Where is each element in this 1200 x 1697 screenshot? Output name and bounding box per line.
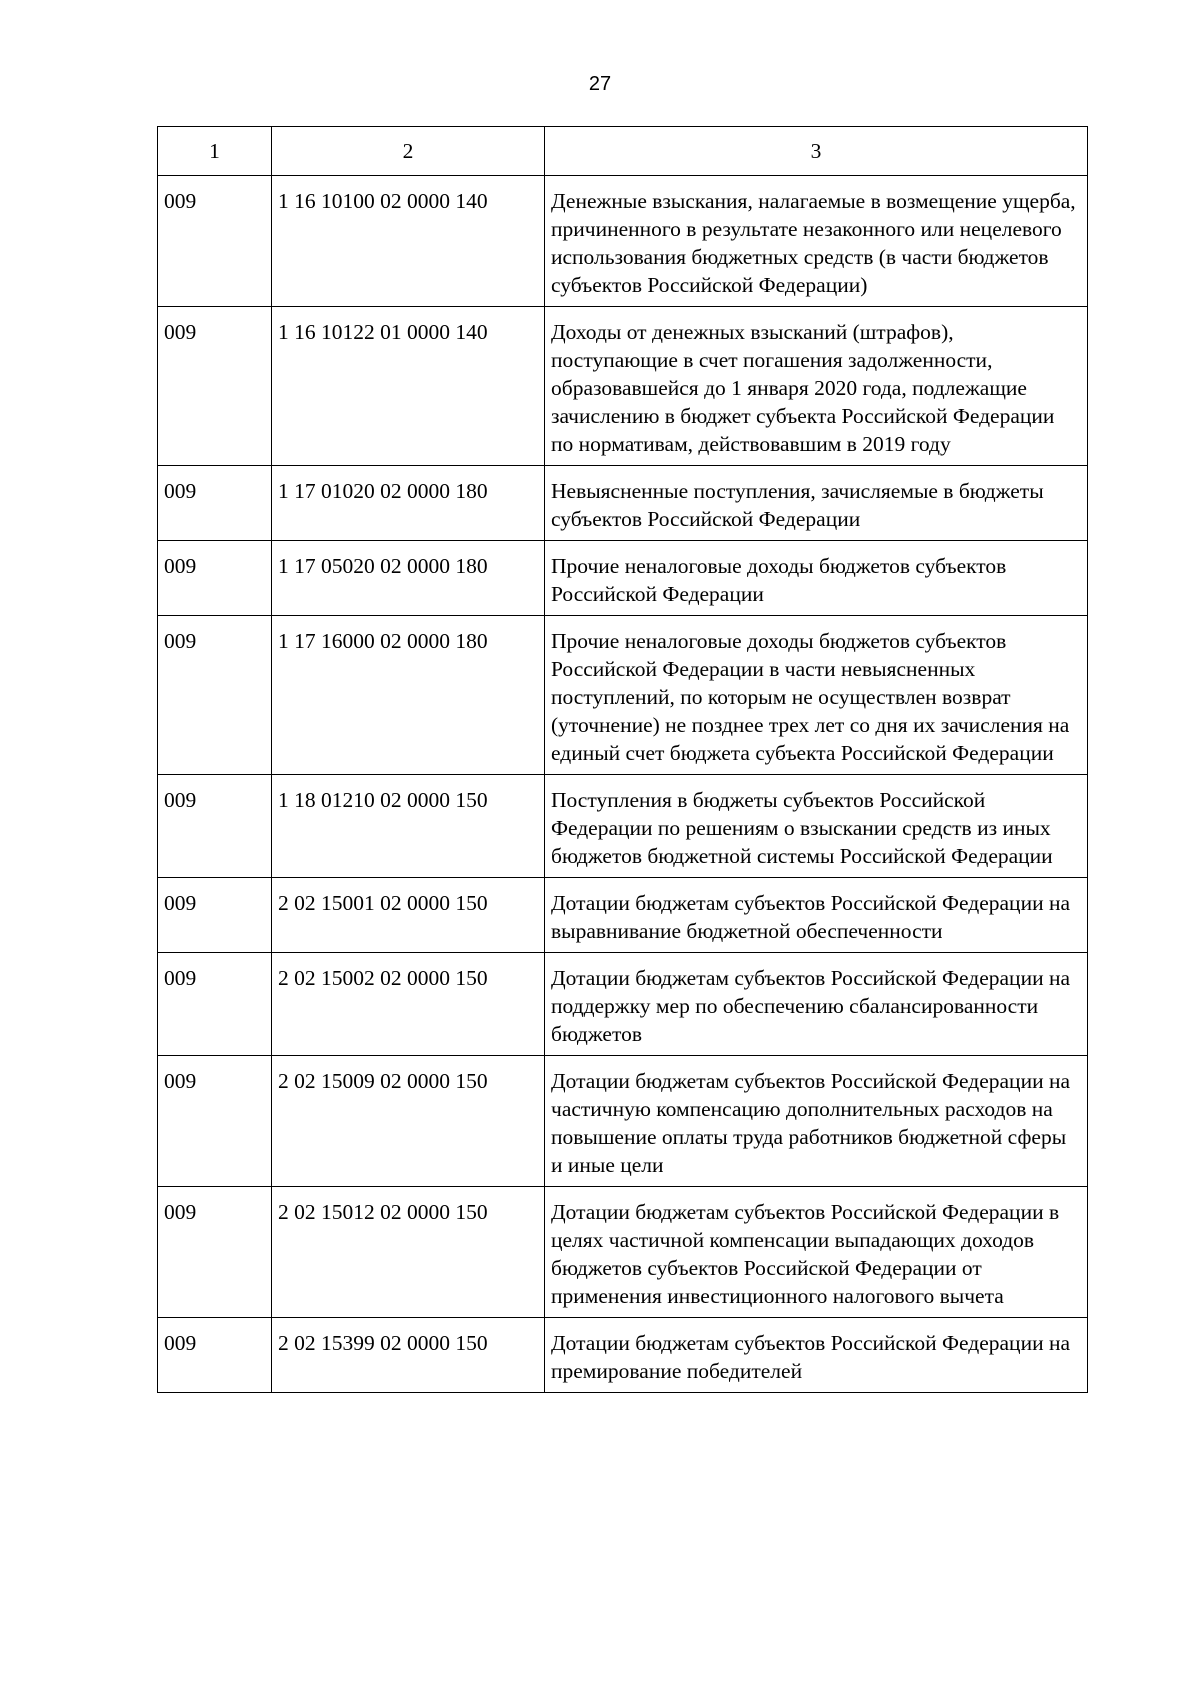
revenue-name-cell: Прочие неналоговые доходы бюджетов субъектов Российской Федерации в части невыясненных поступлений, по которым не осуществлен возврат (уточнение) не позднее трех лет со дня их зачисления на единый счет бюджета субъекта Российской Федерации bbox=[545, 616, 1088, 775]
table-row bbox=[158, 775, 1088, 878]
revenue-name-cell: Поступления в бюджеты субъектов Российской Федерации по решениям о взыскании средств из иных бюджетов бюджетной системы Российской Федерации bbox=[545, 775, 1088, 878]
table-row bbox=[158, 953, 1088, 1056]
admin-code-cell: 009 bbox=[158, 307, 272, 466]
admin-code-cell: 009 bbox=[158, 953, 272, 1056]
kbk-code-cell: 2 02 15012 02 0000 150 bbox=[272, 1187, 545, 1318]
table-row bbox=[158, 466, 1088, 541]
kbk-code-cell: 1 17 05020 02 0000 180 bbox=[272, 541, 545, 616]
kbk-code-cell: 1 16 10122 01 0000 140 bbox=[272, 307, 545, 466]
revenue-name-cell: Доходы от денежных взысканий (штрафов), поступающие в счет погашения задолженности, образовавшейся до 1 января 2020 года, подлежащие зачислению в бюджет субъекта Российской Федерации по нормативам, действовавшим в 2019 году bbox=[545, 307, 1088, 466]
header-col-3: 3 bbox=[545, 127, 1088, 176]
kbk-code-cell: 1 18 01210 02 0000 150 bbox=[272, 775, 545, 878]
revenue-name-cell: Дотации бюджетам субъектов Российской Федерации на выравнивание бюджетной обеспеченности bbox=[545, 878, 1088, 953]
admin-code-cell: 009 bbox=[158, 1187, 272, 1318]
table-row bbox=[158, 176, 1088, 307]
table-row bbox=[158, 616, 1088, 775]
table-row bbox=[158, 1318, 1088, 1393]
table-row bbox=[158, 1056, 1088, 1187]
kbk-code-cell: 1 17 01020 02 0000 180 bbox=[272, 466, 545, 541]
admin-code-cell: 009 bbox=[158, 1318, 272, 1393]
kbk-code-cell: 2 02 15002 02 0000 150 bbox=[272, 953, 545, 1056]
kbk-code-cell: 2 02 15399 02 0000 150 bbox=[272, 1318, 545, 1393]
admin-code-cell: 009 bbox=[158, 616, 272, 775]
table-row bbox=[158, 1187, 1088, 1318]
table-row bbox=[158, 307, 1088, 466]
kbk-code-cell: 2 02 15009 02 0000 150 bbox=[272, 1056, 545, 1187]
revenue-name-cell: Дотации бюджетам субъектов Российской Федерации на премирование победителей bbox=[545, 1318, 1088, 1393]
revenue-name-cell: Дотации бюджетам субъектов Российской Федерации на поддержку мер по обеспечению сбалансированности бюджетов bbox=[545, 953, 1088, 1056]
revenue-codes-table bbox=[157, 126, 1088, 1393]
admin-code-cell: 009 bbox=[158, 466, 272, 541]
revenue-name-cell: Дотации бюджетам субъектов Российской Федерации в целях частичной компенсации выпадающих доходов бюджетов субъектов Российской Федерации от применения инвестиционного налогового вычета bbox=[545, 1187, 1088, 1318]
admin-code-cell: 009 bbox=[158, 541, 272, 616]
admin-code-cell: 009 bbox=[158, 775, 272, 878]
table-row bbox=[158, 541, 1088, 616]
table-header-row bbox=[158, 127, 1088, 176]
admin-code-cell: 009 bbox=[158, 878, 272, 953]
admin-code-cell: 009 bbox=[158, 1056, 272, 1187]
page-number: 27 bbox=[588, 73, 612, 95]
revenue-name-cell: Невыясненные поступления, зачисляемые в бюджеты субъектов Российской Федерации bbox=[545, 466, 1088, 541]
table-row bbox=[158, 878, 1088, 953]
revenue-name-cell: Денежные взыскания, налагаемые в возмещение ущерба, причиненного в результате незаконного или нецелевого использования бюджетных средств (в части бюджетов субъектов Российской Федерации) bbox=[545, 176, 1088, 307]
admin-code-cell: 009 bbox=[158, 176, 272, 307]
kbk-code-cell: 2 02 15001 02 0000 150 bbox=[272, 878, 545, 953]
kbk-code-cell: 1 17 16000 02 0000 180 bbox=[272, 616, 545, 775]
kbk-code-cell: 1 16 10100 02 0000 140 bbox=[272, 176, 545, 307]
header-col-1: 1 bbox=[158, 127, 272, 176]
revenue-name-cell: Дотации бюджетам субъектов Российской Федерации на частичную компенсацию дополнительных расходов на повышение оплаты труда работников бюджетной сферы и иные цели bbox=[545, 1056, 1088, 1187]
revenue-name-cell: Прочие неналоговые доходы бюджетов субъектов Российской Федерации bbox=[545, 541, 1088, 616]
header-col-2: 2 bbox=[272, 127, 545, 176]
